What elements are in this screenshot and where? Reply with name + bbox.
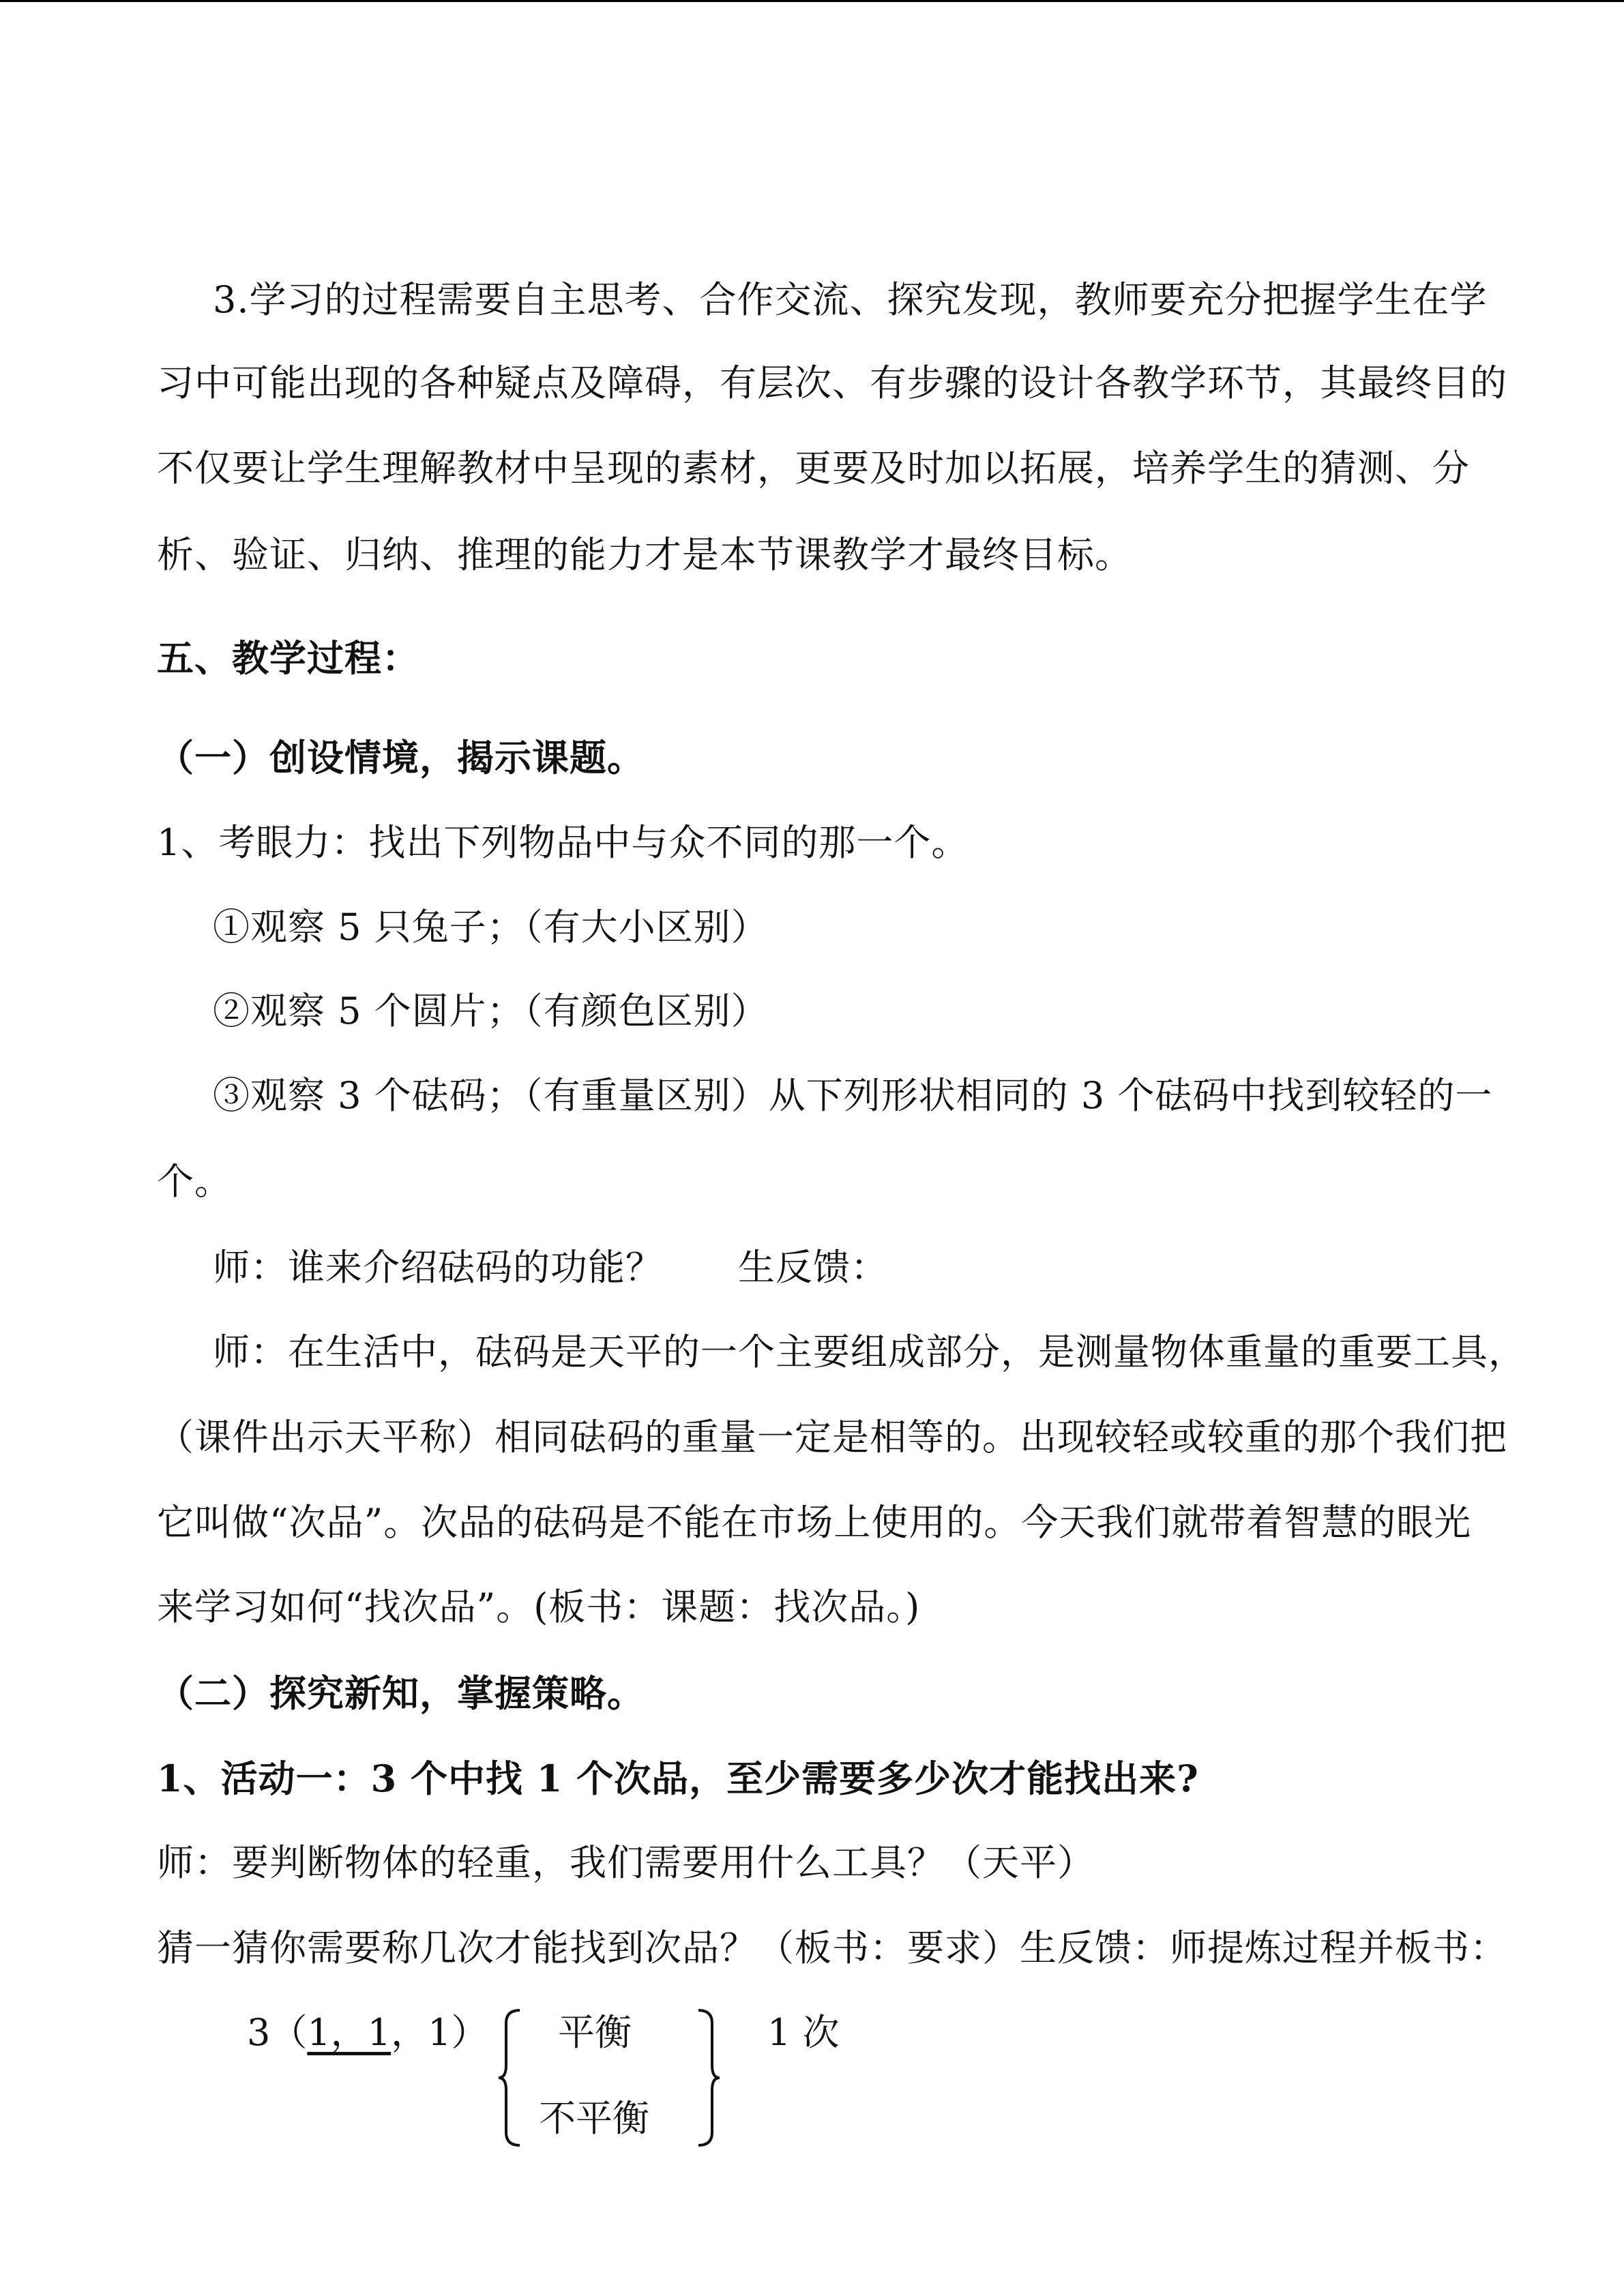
paragraph3-line-3: 不仅要让学生理解教材中呈现的素材，更要及时加以拓展，培养学生的猜测、分 [157,447,1470,490]
teacher-para-line-3: 它叫做“次品”。次品的砝码是不能在市场上使用的。今天我们就带着智慧的眼光 [157,1501,1472,1544]
formula-balance: 平衡 [558,2011,632,2054]
teacher-para-line-4: 来学习如何“找次品”。(板书：课题：找次品。) [157,1585,921,1628]
dialog-question: 师：谁来介绍砝码的功能？ 生反馈： [213,1246,888,1289]
paragraph3-line-4: 析、验证、归纳、推理的能力才是本节课教学才最终目标。 [157,533,1132,576]
paragraph3-line-1: 3.学习的过程需要自主思考、合作交流、探究发现，教师要充分把握学生在学 [213,278,1488,321]
part2-heading: （二）探究新知，掌握策略。 [157,1671,645,1715]
teacher-question: 师：要判断物体的轻重，我们需要用什么工具？（天平） [157,1841,1095,1884]
formula-result: 1 次 [767,2011,840,2054]
left-brace-icon [497,2008,524,2148]
item1: 1、考眼力：找出下列物品中与众不同的那一个。 [157,821,969,864]
formula-prefix: 3（ [247,2011,308,2054]
part1-heading: （一）创设情境，揭示课题。 [157,736,645,779]
guess-line: 猜一猜你需要称几次才能找到次品？（板书：要求）生反馈：师提炼过程并板书： [157,1926,1507,1969]
formula-group-underlined: 1，1 [307,2011,392,2054]
teacher-para-line-2: （课件出示天平称）相同砝码的重量一定是相等的。出现较轻或较重的那个我们把 [157,1416,1507,1459]
observation-3-line-1: ③观察 3 个砝码；（有重量区别）从下列形状相同的 3 个砝码中找到较轻的一 [213,1074,1493,1117]
section5-heading: 五、教学过程： [157,636,419,680]
formula-suffix: ，1） [391,2011,488,2054]
page-top-border [0,0,1624,2]
observation-3-line-2: 个。 [157,1160,232,1203]
observation-1: ①观察 5 只兔子；（有大小区别） [213,906,769,949]
formula-unbalance: 不平衡 [539,2097,649,2140]
paragraph3-line-2: 习中可能出现的各种疑点及障碍，有层次、有步骤的设计各教学环节，其最终目的 [157,361,1507,404]
observation-2: ②观察 5 个圆片；（有颜色区别） [213,989,769,1032]
right-brace-icon [694,2008,722,2148]
formula-expression [247,2009,488,2057]
teacher-para-line-1: 师：在生活中，砝码是天平的一个主要组成部分，是测量物体重量的重要工具， [213,1330,1526,1373]
activity1-heading: 1、活动一：3 个中找 1 个次品，至少需要多少次才能找出来? [157,1757,1199,1800]
